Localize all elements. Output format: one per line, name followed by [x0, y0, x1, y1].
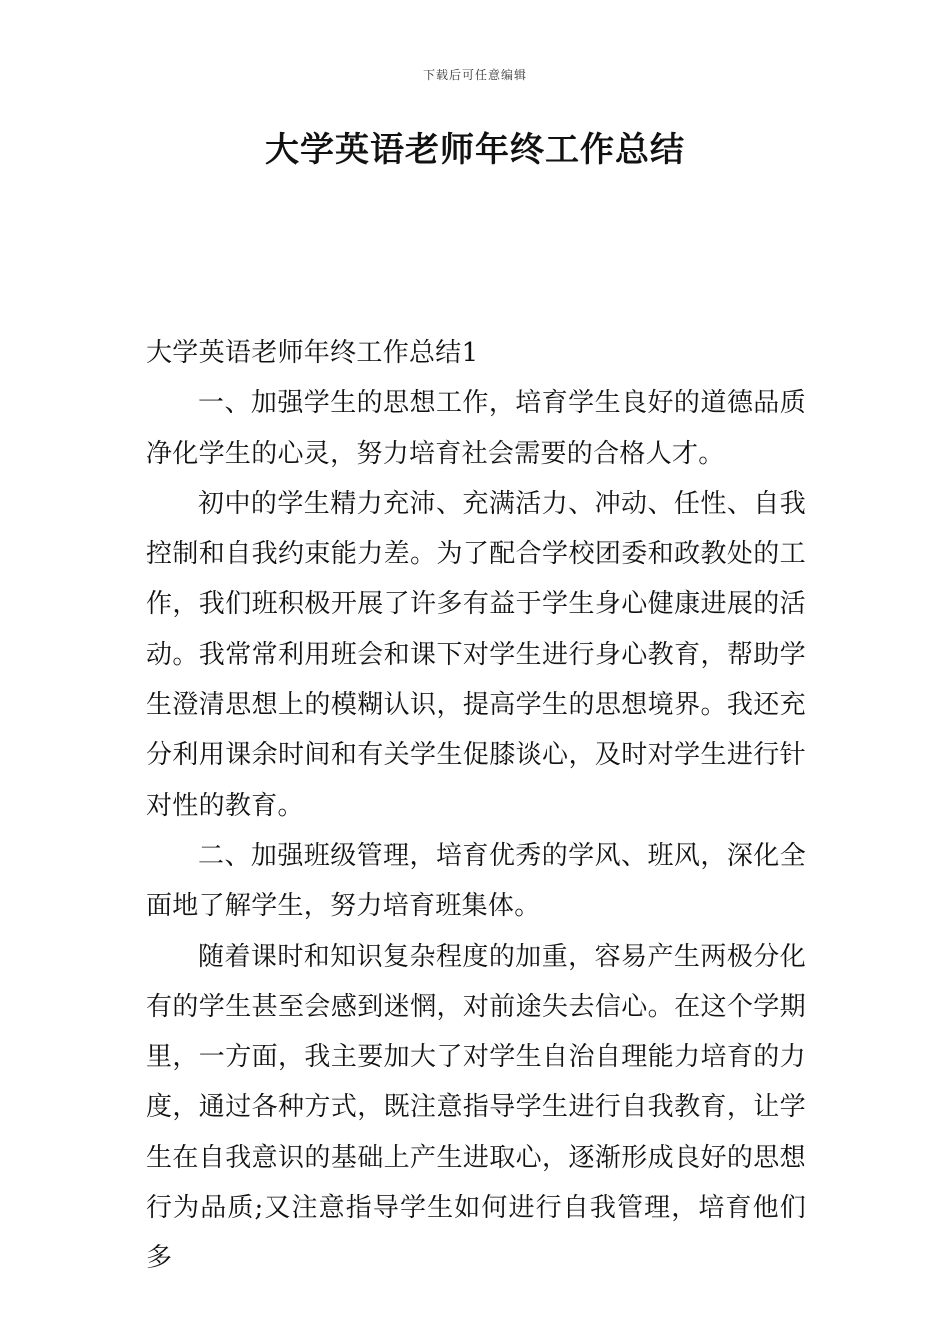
document-title: 大学英语老师年终工作总结 [265, 130, 685, 170]
paragraph-1: 一、加强学生的思想工作，培育学生良好的道德品质净化学生的心灵，努力培育社会需要的合格人才。 [146, 388, 806, 469]
header-note: 下载后可任意编辑 [422, 68, 527, 82]
section-heading: 大学英语老师年终工作总结1 [146, 338, 479, 368]
paragraph-4: 随着课时和知识复杂程度的加重，容易产生两极分化有的学生甚至会感到迷惘，对前途失去信心。在这个学期里，一方面，我主要加大了对学生自治自理能力培育的力度，通过各种方式，既注意指导学生进行自我教育，让学生在自我意识的基础上产生进取心，逐渐形成良好的思想行为品质;又注意指导学生如何进行自我管理，培育他们多 [146, 941, 806, 1274]
paragraph-2: 初中的学生精力充沛、充满活力、冲动、任性、自我控制和自我约束能力差。为了配合学校团委和政教处的工作，我们班积极开展了许多有益于学生身心健康进展的活动。我常常利用班会和课下对学生进行身心教育，帮助学生澄清思想上的模糊认识，提高学生的思想境界。我还充分利用课余时间和有关学生促膝谈心，及时对学生进行针对性的教育。 [146, 488, 806, 821]
paragraph-3: 二、加强班级管理，培育优秀的学风、班风，深化全面地了解学生，努力培育班集体。 [146, 840, 806, 922]
document-body [146, 328, 806, 1284]
